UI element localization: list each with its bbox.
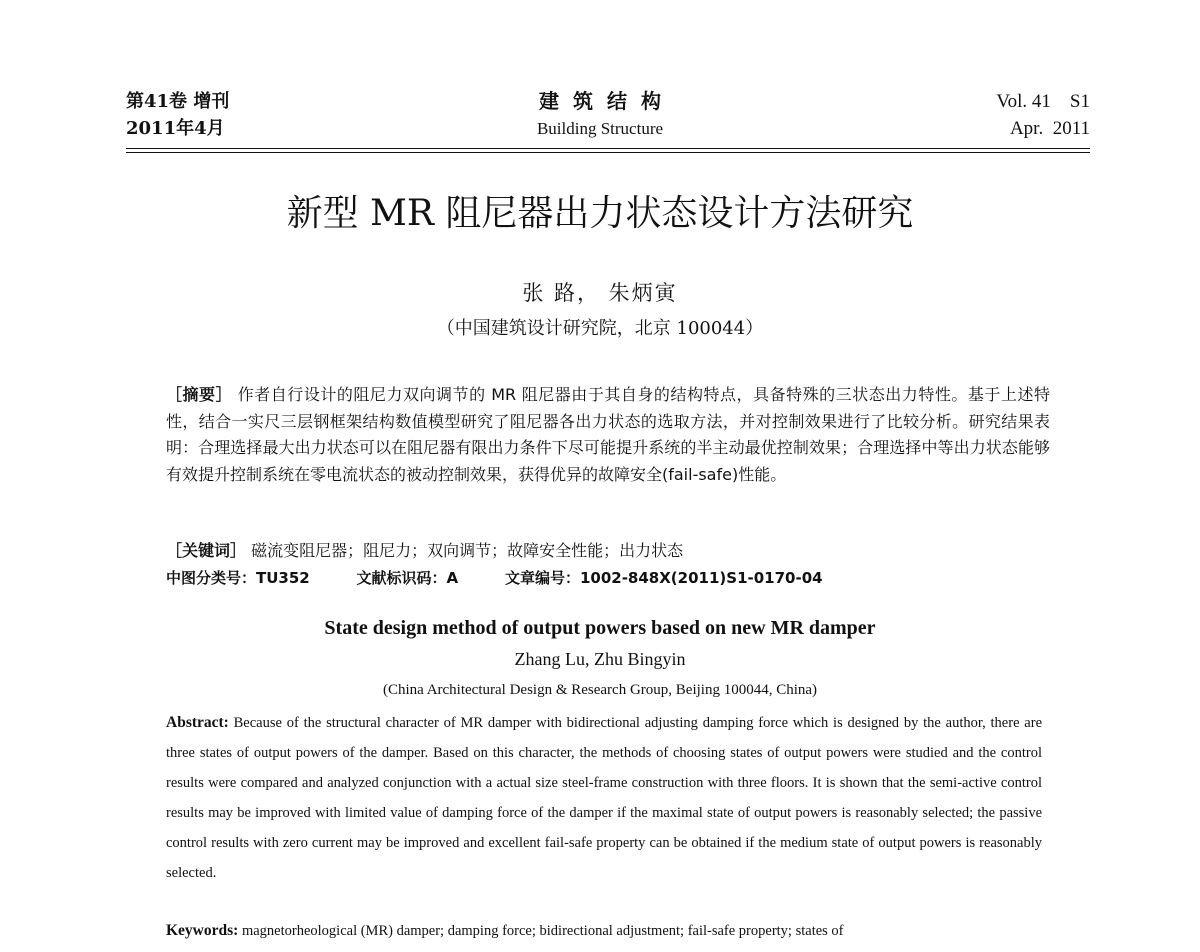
affiliation-cn: （中国建筑设计研究院，北京 100044）	[436, 318, 764, 339]
journal-volume-cn	[126, 88, 229, 142]
clc-number: 中图分类号：TU352	[166, 569, 310, 587]
abstract-label-en: Abstract:	[166, 714, 229, 731]
header-rule-top	[126, 148, 1090, 149]
authors-cn: 张 路， 朱炳寅	[522, 281, 678, 305]
classification-line	[166, 565, 1050, 591]
journal-name-cn: 建筑结构	[539, 89, 675, 113]
keywords-text-en: magnetorheological (MR) damper; damping force; bidirectional adjustment; fail-safe property; states of	[241, 923, 844, 939]
keywords-label-cn: ［关键词］	[166, 541, 247, 560]
article-title-en: State design method of output powers based on new MR damper	[324, 617, 876, 639]
affiliation-en: (China Architectural Design & Research Group, Beijing 100044, China)	[382, 682, 818, 698]
journal-volume-en	[996, 88, 1090, 142]
date-en: Apr. 2011	[1009, 118, 1090, 139]
volume-en: Vol. 41 S1	[996, 91, 1090, 112]
keywords-cn	[166, 538, 1050, 564]
volume-cn: 第41卷 增刊	[126, 91, 230, 112]
keywords-label-en: Keywords:	[166, 922, 239, 939]
article-number: 文章编号：1002-848X(2011)S1-0170-04	[504, 569, 823, 587]
article-title-cn: 新型 MR 阻尼器出力状态设计方法研究	[286, 193, 914, 234]
date-cn: 2011年4月	[126, 118, 225, 139]
abstract-en	[166, 708, 1042, 888]
abstract-label-cn: ［摘要］	[166, 385, 233, 404]
abstract-text-en: Because of the structural character of MR damper with bidirectional adjusting damping force which is designed by the author, there are three states of output powers of the damper. Based on this character, the methods of choosing states of output powers were studied and the control results were compared and analyzed conjunction with a actual size steel-frame construction with three floors. It is shown that the semi-active control results may be improved with limited value of damping force of the damper if the maximal state of output powers is reasonably selected; the passive control results with zero current may be improved and excellent fail-safe property can be obtained if the medium state of output powers is reasonably selected.	[166, 715, 1043, 881]
journal-name	[470, 88, 730, 142]
document-code: 文献标识码：A	[356, 569, 459, 587]
keywords-text-cn: 磁流变阻尼器；阻尼力；双向调节；故障安全性能；出力状态	[251, 541, 684, 560]
journal-name-en: Building Structure	[536, 119, 664, 138]
authors-en: Zhang Lu, Zhu Bingyin	[514, 649, 686, 669]
abstract-cn	[166, 382, 1050, 488]
header-rule-bottom	[126, 152, 1090, 153]
abstract-text-cn: 作者自行设计的阻尼力双向调节的 MR 阻尼器由于其自身的结构特点，具备特殊的三状态出力特性。基于上述特性，结合一实尺三层钢框架结构数值模型研究了阻尼器各出力状态的选取方法，并对控制效果进行了比较分析。研究结果表明：合理选择最大出力状态可以在阻尼器有限出力条件下尽可能提升系统的半主动最优控制效果；合理选择中等出力状态能够有效提升控制系统在零电流状态的被动控制效果，获得优异的故障安全(fail-safe)性能。	[166, 385, 1050, 484]
keywords-en	[166, 916, 1042, 946]
